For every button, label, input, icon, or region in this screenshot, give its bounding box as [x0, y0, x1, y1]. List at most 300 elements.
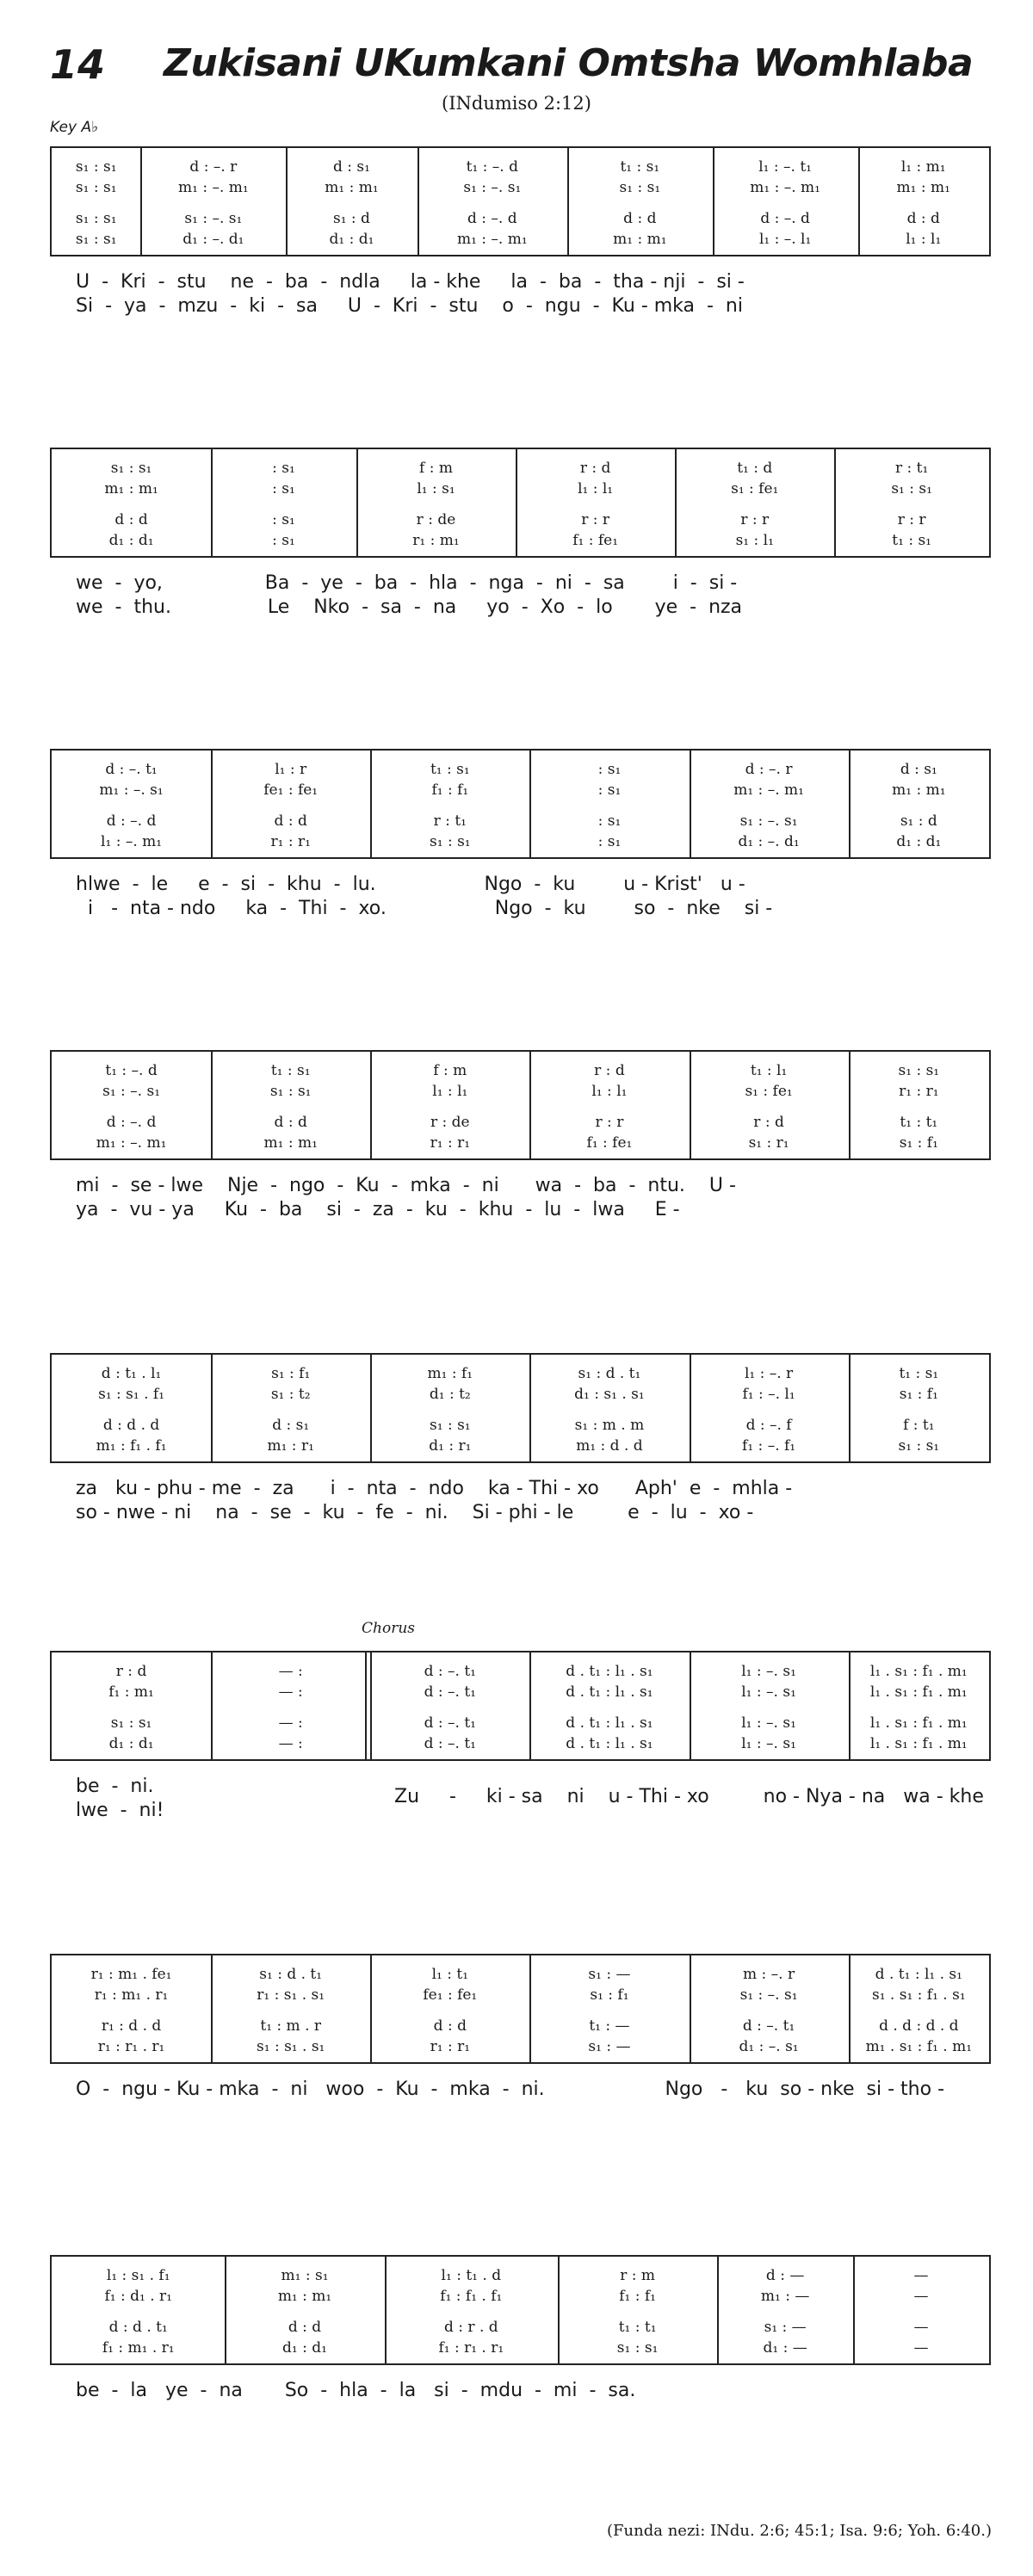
solfa-line: l₁ : –. t₁ [758, 158, 812, 176]
barline [370, 1652, 372, 1759]
solfa-line: d : t₁ . l₁ [101, 1365, 162, 1382]
solfa-line: d . t₁ : l₁ . s₁ [875, 1966, 962, 1983]
measure [849, 1355, 989, 1461]
solfa-line: — : [278, 1735, 303, 1752]
solfa-line: d : d [623, 210, 657, 227]
solfa-line: s₁ : s₁ [430, 1417, 471, 1434]
solfa-line: d₁ : d₁ [108, 1735, 154, 1752]
solfa-line: : s₁ [272, 460, 295, 477]
barline [849, 1652, 851, 1759]
solfa-line: r : r [897, 511, 926, 528]
barline [370, 1955, 372, 2062]
solfa-line: s₁ : — [588, 1966, 631, 1983]
barline [690, 1652, 691, 1759]
lyric-line: we - thu. Le Nko - sa - na yo - Xo - lo ye - nza [76, 596, 743, 618]
measure [558, 2257, 717, 2363]
solfa-line: l₁ : –. s₁ [741, 1714, 796, 1732]
solfa-line: t₁ : t₁ [618, 2319, 657, 2336]
solfa-line: r : d [579, 460, 611, 477]
solfa-line: l₁ : l₁ [591, 1083, 628, 1100]
solfa-line: m₁ : –. m₁ [96, 1134, 167, 1152]
solfa-line: s₁ : s₁ [75, 210, 117, 227]
barline [286, 148, 288, 255]
measure [370, 1052, 529, 1158]
solfa-line: d : –. d [106, 812, 157, 830]
solfa-line: r : t₁ [894, 460, 929, 477]
solfa-line: m₁ : d . d [576, 1437, 643, 1455]
barline [385, 2257, 387, 2363]
measure [690, 1355, 849, 1461]
measure [211, 751, 370, 857]
barline [516, 449, 517, 556]
barline [418, 148, 419, 255]
solfa-line: f₁ : fe₁ [586, 1134, 633, 1152]
barline [225, 2257, 226, 2363]
measure [849, 1652, 989, 1759]
solfa-line: d₁ : r₁ [429, 1437, 472, 1455]
solfa-line: t₁ : t₁ [900, 1114, 938, 1131]
barline [211, 1652, 213, 1759]
lyric-line: O - ngu - Ku - mka - ni woo - Ku - mka - ni. Ngo - ku so - nke si - tho - [76, 2079, 945, 2100]
solfa-line: m₁ : –. m₁ [177, 179, 249, 196]
solfa-line: d : d [433, 2017, 467, 2035]
barline [211, 751, 213, 857]
music-system [50, 2255, 991, 2444]
solfa-line: f₁ : f₁ [431, 781, 469, 799]
measure [211, 1955, 370, 2062]
solfa-line: m₁ : — [760, 2288, 810, 2305]
solfa-line: r : de [416, 511, 456, 528]
solfa-line: : s₁ [597, 781, 622, 799]
solfa-line: d : d [288, 2319, 322, 2336]
measure [849, 751, 989, 857]
barline [370, 1355, 372, 1461]
solfa-line: m₁ : f₁ [427, 1365, 473, 1382]
barline [529, 1652, 531, 1759]
measure [52, 1955, 211, 2062]
solfa-line: : s₁ [597, 833, 622, 850]
lyric-line: Si - ya - mzu - ki - sa U - Kri - stu o - ngu - Ku - mka - ni [76, 295, 743, 317]
solfa-line: f₁ : d₁ . r₁ [104, 2288, 172, 2305]
solfa-line: m₁ : –. m₁ [456, 231, 528, 248]
solfa-line: f₁ : f₁ [619, 2288, 656, 2305]
solfa-line: s₁ . s₁ : f₁ . s₁ [871, 1986, 966, 2004]
measure [370, 1652, 529, 1759]
barline [858, 148, 860, 255]
measure [52, 751, 211, 857]
solfa-line: l₁ . s₁ : f₁ . m₁ [869, 1714, 968, 1732]
solfa-line: m₁ : m₁ [277, 2288, 332, 2305]
measure [52, 2257, 225, 2363]
solfa-line: — [913, 2267, 929, 2284]
solfa-line: r : r [595, 1114, 624, 1131]
solfa-line: d : d [114, 511, 148, 528]
solfa-line: d : d [274, 1114, 307, 1131]
solfa-line: r : d [594, 1062, 625, 1079]
measure [418, 148, 567, 255]
solfa-line: s₁ : –. s₁ [739, 812, 798, 830]
barline [690, 751, 691, 857]
solfa-line: d₁ : d₁ [329, 231, 374, 248]
solfa-line: m₁ . s₁ : f₁ . m₁ [865, 2038, 973, 2055]
solfa-line: s₁ : s₁ [75, 179, 117, 196]
solfa-line: t₁ : d [737, 460, 773, 477]
solfa-line: fe₁ : fe₁ [263, 781, 319, 799]
solfa-line: t₁ : l₁ [750, 1062, 788, 1079]
solfa-line: d : –. d [106, 1114, 157, 1131]
barline [211, 449, 213, 556]
measure [690, 1955, 849, 2062]
solfa-line: f₁ : –. l₁ [742, 1386, 795, 1403]
barline [849, 751, 851, 857]
barline [356, 449, 358, 556]
solfa-line: s₁ : d [332, 210, 370, 227]
solfa-line: t₁ : m . r [260, 2017, 321, 2035]
barline [529, 1052, 531, 1158]
solfa-line: d . t₁ : l₁ . s₁ [566, 1714, 653, 1732]
lyric-line: za ku - phu - me - za i - nta - ndo ka - Thi - xo Aph' e - mhla - [76, 1478, 793, 1499]
solfa-line: l₁ : t₁ . d [441, 2267, 502, 2284]
solfa-line: d : –. f [745, 1417, 792, 1434]
double-barline [365, 1652, 367, 1759]
barline [558, 2257, 560, 2363]
lyric-line: be - ni. [76, 1776, 154, 1797]
barline [529, 1955, 531, 2062]
measure [529, 1052, 689, 1158]
solfa-line: d . t₁ : l₁ . s₁ [566, 1735, 653, 1752]
measure [529, 1955, 689, 2062]
solfa-line: d₁ : d₁ [108, 532, 154, 549]
solfa-line: — : [278, 1663, 303, 1680]
barline [834, 449, 836, 556]
solfa-line: d : r . d [444, 2319, 498, 2336]
solfa-line: m₁ : m₁ [263, 1134, 318, 1152]
solfa-line: s₁ : s₁ [269, 1083, 312, 1100]
solfa-line: m₁ : f₁ . f₁ [96, 1437, 167, 1455]
solfa-line: r₁ : r₁ [430, 2038, 471, 2055]
solfa-line: s₁ : d . t₁ [259, 1966, 323, 1983]
barline [690, 1052, 691, 1158]
solfa-line: r₁ : d . d [101, 2017, 162, 2035]
solfa-line: m₁ : –. s₁ [99, 781, 164, 799]
measure [211, 1355, 370, 1461]
solfa-line: l₁ : l₁ [906, 231, 942, 248]
measure [286, 148, 417, 255]
solfa-line: f₁ : m₁ . r₁ [102, 2339, 175, 2357]
solfa-line: d : –. r [745, 761, 793, 778]
barline [370, 1052, 372, 1158]
solfa-line: l₁ : l₁ [432, 1083, 468, 1100]
solfa-line: s₁ : s₁ [75, 158, 117, 176]
solfa-line: d : s₁ [272, 1417, 310, 1434]
music-system [50, 1954, 991, 2143]
song-number: 14 [50, 41, 106, 88]
solfa-line: t₁ : –. d [105, 1062, 158, 1079]
solfa-line: f₁ : –. f₁ [742, 1437, 796, 1455]
tonic-solfa-staff [50, 146, 991, 256]
solfa-line: t₁ : s₁ [270, 1062, 311, 1079]
solfa-line: f₁ : fe₁ [572, 532, 619, 549]
music-system [50, 749, 991, 938]
music-system [50, 146, 991, 336]
solfa-line: — [913, 2319, 929, 2336]
barline [713, 148, 714, 255]
solfa-line: s₁ : d [900, 812, 937, 830]
tonic-solfa-staff [50, 1651, 991, 1761]
solfa-line: m₁ : r₁ [267, 1437, 314, 1455]
solfa-line: fe₁ : fe₁ [423, 1986, 478, 2004]
lyric-line: mi - se - lwe Nje - ngo - Ku - mka - ni wa - ba - ntu. U - [76, 1175, 736, 1196]
solfa-line: s₁ : fe₁ [745, 1083, 793, 1100]
lyric-line: i - nta - ndo ka - Thi - xo. Ngo - ku so - nke si - [76, 898, 773, 919]
solfa-line: l₁ : –. r [744, 1365, 794, 1382]
measure [717, 2257, 853, 2363]
chorus-lyric-line: Zu - ki - sa ni u - Thi - xo no - Nya - na wa - khe [394, 1786, 984, 1807]
measure [211, 1652, 370, 1759]
solfa-line: l₁ : –. s₁ [741, 1683, 796, 1701]
solfa-line: s₁ : l₁ [735, 532, 774, 549]
solfa-line: m₁ : –. m₁ [750, 179, 820, 196]
music-system [50, 1353, 991, 1542]
solfa-line: t₁ : –. d [466, 158, 518, 176]
measure [690, 1652, 849, 1759]
solfa-line: l₁ . s₁ : f₁ . m₁ [869, 1683, 968, 1701]
solfa-line: d : –. t₁ [424, 1683, 476, 1701]
tonic-solfa-staff [50, 749, 991, 859]
chorus-label: Chorus [362, 1620, 415, 1637]
tonic-solfa-staff [50, 1353, 991, 1463]
solfa-line: t₁ : s₁ [892, 532, 932, 549]
solfa-line: m₁ : m₁ [892, 781, 946, 799]
solfa-line: d : d . t₁ [108, 2319, 168, 2336]
solfa-line: t₁ : s₁ [899, 1365, 939, 1382]
measure [529, 751, 689, 857]
solfa-line: r : de [430, 1114, 470, 1131]
solfa-line: s₁ : s₁ . f₁ [98, 1386, 165, 1403]
measure [370, 751, 529, 857]
solfa-line: r₁ : m₁ [412, 532, 460, 549]
solfa-line: s₁ : s₁ [616, 2339, 659, 2357]
measure [834, 449, 989, 556]
solfa-line: r₁ : r₁ [430, 1134, 471, 1152]
key-label: Key A♭ [50, 119, 99, 136]
solfa-line: s₁ : s₁ [891, 480, 932, 497]
solfa-line: d : s₁ [332, 158, 370, 176]
music-system [50, 1050, 991, 1239]
measure [52, 148, 140, 255]
solfa-line: s₁ : f₁ [590, 1986, 629, 2004]
solfa-line: s₁ : s₁ [430, 833, 471, 850]
solfa-line: s₁ : s₁ [619, 179, 661, 196]
solfa-line: s₁ : fe₁ [731, 480, 779, 497]
measure [529, 1355, 689, 1461]
solfa-line: f : m [433, 1062, 467, 1079]
solfa-line: s₁ : s₁ [110, 460, 152, 477]
solfa-line: d : d [274, 812, 307, 830]
measure [849, 1955, 989, 2062]
solfa-line: s₁ : f₁ [899, 1386, 938, 1403]
solfa-line: d₁ : –. s₁ [739, 2038, 799, 2055]
solfa-line: l₁ : –. s₁ [741, 1663, 796, 1680]
solfa-line: m₁ : –. m₁ [733, 781, 804, 799]
solfa-line: s₁ : s₁ [110, 1714, 152, 1732]
solfa-line: l₁ : –. m₁ [101, 833, 163, 850]
solfa-line: r : m [620, 2267, 655, 2284]
solfa-line: d₁ : d₁ [896, 833, 942, 850]
measure [690, 751, 849, 857]
solfa-line: l₁ : r [275, 761, 307, 778]
solfa-line: s₁ : s₁ [898, 1437, 940, 1455]
measure [516, 449, 675, 556]
solfa-line: s₁ : f₁ [899, 1134, 938, 1152]
scripture-subtitle: (INdumiso 2:12) [442, 93, 591, 114]
solfa-line: s₁ : t₂ [270, 1386, 311, 1403]
solfa-line: s₁ : s₁ [898, 1062, 940, 1079]
solfa-line: d₁ : — [763, 2339, 807, 2357]
solfa-line: d₁ : d₁ [282, 2339, 327, 2357]
solfa-line: d : s₁ [900, 761, 937, 778]
solfa-line: f : t₁ [903, 1417, 935, 1434]
measure [52, 449, 211, 556]
solfa-line: l₁ : l₁ [578, 480, 614, 497]
measure [225, 2257, 384, 2363]
measure [211, 1052, 370, 1158]
solfa-line: d : –. d [760, 210, 810, 227]
measure [849, 1052, 989, 1158]
solfa-line: d : –. t₁ [424, 1663, 476, 1680]
solfa-line: d : d . d [102, 1417, 160, 1434]
barline [853, 2257, 855, 2363]
barline [211, 1052, 213, 1158]
measure [713, 148, 858, 255]
music-system [50, 448, 991, 637]
barline [690, 1955, 691, 2062]
solfa-line: d : –. t₁ [105, 761, 158, 778]
solfa-line: — [913, 2339, 929, 2357]
measure [858, 148, 989, 255]
solfa-line: r : d [115, 1663, 147, 1680]
solfa-line: l₁ : t₁ [431, 1966, 469, 1983]
solfa-line: s₁ : d . t₁ [578, 1365, 641, 1382]
solfa-line: — : [278, 1714, 303, 1732]
solfa-line: m₁ : s₁ [281, 2267, 329, 2284]
solfa-line: d₁ : –. d₁ [738, 833, 800, 850]
solfa-line: s₁ : –. s₁ [463, 179, 522, 196]
solfa-line: l₁ : s₁ [417, 480, 455, 497]
solfa-line: r : t₁ [433, 812, 467, 830]
solfa-line: m : –. r [743, 1966, 795, 1983]
solfa-line: s₁ : s₁ . s₁ [257, 2038, 325, 2055]
solfa-line: : s₁ [272, 511, 295, 528]
solfa-line: : s₁ [272, 532, 295, 549]
solfa-line: s₁ : –. s₁ [184, 210, 243, 227]
lyric-line: lwe - ni! [76, 1800, 164, 1821]
barline [211, 1355, 213, 1461]
solfa-line: d . t₁ : l₁ . s₁ [566, 1683, 653, 1701]
lyric-line: hlwe - le e - si - khu - lu. Ngo - ku u - Krist' u - [76, 874, 745, 895]
solfa-line: l₁ . s₁ : f₁ . m₁ [869, 1735, 968, 1752]
solfa-line: d₁ : t₂ [429, 1386, 471, 1403]
solfa-line: d . d : d . d [879, 2017, 959, 2035]
barline [690, 1355, 691, 1461]
measure [529, 1652, 689, 1759]
lyric-line: ya - vu - ya Ku - ba si - za - ku - khu - lu - lwa E - [76, 1199, 680, 1220]
solfa-line: f₁ : f₁ . f₁ [440, 2288, 503, 2305]
barline [717, 2257, 719, 2363]
tonic-solfa-staff [50, 2255, 991, 2365]
solfa-line: r : r [740, 511, 770, 528]
music-system [50, 1651, 991, 1840]
solfa-line: — : [278, 1683, 303, 1701]
solfa-line: d : –. t₁ [742, 2017, 795, 2035]
barline [675, 449, 677, 556]
solfa-line: : s₁ [597, 812, 622, 830]
lyric-line: be - la ye - na So - hla - la si - mdu - mi - sa. [76, 2380, 636, 2401]
measure [211, 449, 356, 556]
measure [370, 1355, 529, 1461]
barline [849, 1955, 851, 2062]
solfa-line: m₁ : m₁ [896, 179, 950, 196]
footer-references: (Funda nezi: INdu. 2:6; 45:1; Isa. 9:6; Yoh. 6:40.) [607, 2522, 992, 2540]
solfa-line: f₁ : m₁ [108, 1683, 154, 1701]
solfa-line: d : –. r [189, 158, 238, 176]
solfa-line: l₁ : –. l₁ [758, 231, 812, 248]
solfa-line: s₁ : — [588, 2038, 631, 2055]
solfa-line: s₁ : –. s₁ [102, 1083, 161, 1100]
solfa-line: d : — [765, 2267, 805, 2284]
solfa-line: l₁ : s₁ . f₁ [106, 2267, 170, 2284]
solfa-line: s₁ : — [764, 2319, 807, 2336]
solfa-line: s₁ : f₁ [271, 1365, 311, 1382]
barline [370, 751, 372, 857]
solfa-line: f : m [419, 460, 453, 477]
measure [52, 1052, 211, 1158]
solfa-line: t₁ : — [589, 2017, 630, 2035]
solfa-line: r₁ : r₁ [270, 833, 311, 850]
solfa-line: t₁ : s₁ [430, 761, 470, 778]
lyric-line: U - Kri - stu ne - ba - ndla la - khe la - ba - tha - nji - si - [76, 271, 745, 293]
measure [853, 2257, 989, 2363]
solfa-line: s₁ : s₁ [75, 231, 117, 248]
solfa-line: r₁ : r₁ [899, 1083, 939, 1100]
solfa-line: : s₁ [272, 480, 295, 497]
barline [211, 1955, 213, 2062]
lyric-line: so - nwe - ni na - se - ku - fe - ni. Si - phi - le e - lu - xo - [76, 1502, 754, 1523]
solfa-line: r : d [753, 1114, 784, 1131]
lyric-line: we - yo, Ba - ye - ba - hla - nga - ni - sa i - si - [76, 572, 738, 594]
tonic-solfa-staff [50, 448, 991, 558]
barline [849, 1355, 851, 1461]
solfa-line: t₁ : s₁ [620, 158, 660, 176]
measure [52, 1652, 211, 1759]
solfa-line: l₁ . s₁ : f₁ . m₁ [869, 1663, 968, 1680]
solfa-line: d : –. t₁ [424, 1735, 476, 1752]
solfa-line: : s₁ [597, 761, 622, 778]
solfa-line: r₁ : m₁ . r₁ [94, 1986, 169, 2004]
solfa-line: s₁ : m . m [574, 1417, 645, 1434]
solfa-line: d : –. d [467, 210, 517, 227]
song-title: Zukisani UKumkani Omtsha Womhlaba [164, 41, 974, 85]
solfa-line: d : d [906, 210, 940, 227]
measure [356, 449, 516, 556]
tonic-solfa-staff [50, 1954, 991, 2064]
solfa-line: r₁ : s₁ . s₁ [257, 1986, 325, 2004]
solfa-line: s₁ : r₁ [748, 1134, 789, 1152]
barline [529, 1355, 531, 1461]
solfa-line: m₁ : m₁ [104, 480, 158, 497]
solfa-line: d . t₁ : l₁ . s₁ [566, 1663, 653, 1680]
measure [385, 2257, 558, 2363]
